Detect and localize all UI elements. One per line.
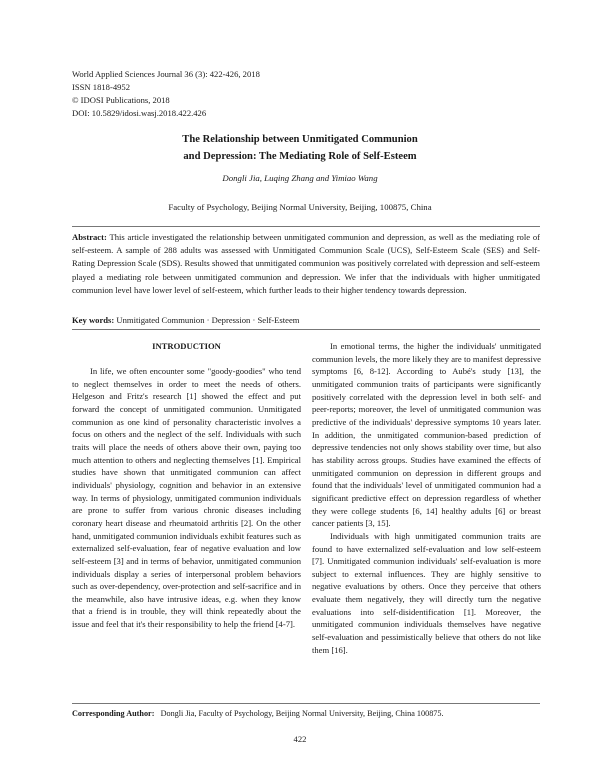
- title-line-1: The Relationship between Unmitigated Communion: [182, 134, 418, 145]
- keywords-label: Key words:: [72, 315, 115, 325]
- abstract: [72, 231, 540, 297]
- right-column: [312, 340, 541, 656]
- footnote-divider: [72, 703, 540, 704]
- issn: ISSN 1818-4952: [72, 82, 131, 92]
- affiliation: Faculty of Psychology, Beijing Normal University, Beijing, 100875, China: [168, 202, 432, 212]
- abstract-text: This article investigated the relationship between unmitigated communion and depression, as well as the mediating role of self-esteem. A sample of 288 adults was assessed with Unmitigated Communion Scale (UCS), Self-Esteem Scale (SES) and Self-Rating Depression Scale (SDS). Results showed that unmitigated communion was positively correlated with depression and self-esteem played a mediating role between unmitigated communion and depression. We infer that the individuals with higher unmitigated communion level have lower level of self-esteem, which further leads to their higher tendency towards depression.: [72, 232, 540, 295]
- journal-citation: World Applied Sciences Journal 36 (3): 422-426, 2018: [72, 69, 260, 79]
- corresponding-author: [72, 709, 444, 718]
- divider: [72, 226, 540, 227]
- paragraph: Individuals with high unmitigated communion traits are found to have externalized self-evaluation and low self-esteem [7]. Unmitigated communion individuals' self-evaluation is more subject to external influences. They are highly sensitive to negative evaluations by others. Once they perceive that others evaluate them negatively, they will directly turn the negative evaluations into self-disidentification [1]. Moreover, the unmitigated communion individuals themselves have negative self-evaluation and pessimistically believe that others do not like them [16].: [312, 530, 541, 655]
- section-heading: INTRODUCTION: [152, 341, 221, 351]
- authors: Dongli Jia, Luqing Zhang and Yimiao Wang: [222, 173, 378, 183]
- paragraph: In emotional terms, the higher the individuals' unmitigated communion levels, the more likely they are to manifest depressive symptoms [6, 8-12]. According to Aubé's study [13], the unmitigated communion traits of participants were significantly positively correlated with the depression level in both self- and peer-reports; moreover, the level of unmitigated communion was predictive of the individuals' depressive symptoms 10 years later. In addition, the unmitigated communion-based prediction of depressive tendencies not only shows stability over time, but also has stability across groups. Studies have examined the effects of unmitigated communion on depression in different groups and found that the individuals' level of unmitigated communion had a significant predictive effect on depression regardless of whether they were college students [6, 14] healthy adults [6] or breast cancer patients [3, 15].: [312, 341, 541, 529]
- abstract-label: Abstract:: [72, 232, 107, 242]
- keywords: [72, 315, 299, 325]
- divider: [72, 329, 540, 330]
- corresponding-author-text: Dongli Jia, Faculty of Psychology, Beijing Normal University, Beijing, China 100875.: [160, 709, 444, 718]
- corresponding-author-label: Corresponding Author:: [72, 709, 155, 718]
- journal-header: [72, 68, 260, 120]
- doi: DOI: 10.5829/idosi.wasj.2018.422.426: [72, 108, 207, 118]
- paper-title: [0, 131, 600, 165]
- page-number: 422: [293, 734, 307, 744]
- copyright: © IDOSI Publications, 2018: [72, 95, 170, 105]
- paragraph: In life, we often encounter some "goody-goodies" who tend to neglect themselves in order to meet the needs of others. Helgeson and Fritz's research [1] showed the effect and put forward the concept of unmitigated communion. Unmitigated communion as one kind of personality characteristic involves a focus on others and the neglect of the self. Individuals with such traits will place the needs of others above their own, paying too much attention to others and neglecting themselves [1]. Empirical studies have shown that unmitigated communion can affect individuals' physiology, cognition and behavior in an extensive way. In terms of physiology, unmitigated communion individuals are prone to suffer from various chronic diseases including coronary heart disease and rheumatoid arthritis [2]. On the other hand, unmitigated communion individuals exhibit features such as externalized self-evaluation, fear of negative evaluation and low self-esteem [3] and in terms of behavior, unmitigated communion individuals display a series of interpersonal problem behaviors such as over-dependency, over-protection and self-sacrifice and in the meanwhile, also have intrusive ideas, e.g. when they know that a friend is in trouble, they will think repeatedly about the issue and feel that it's their responsibility to help the friend [4-7].: [72, 366, 301, 630]
- keywords-text: Unmitigated Communion · Depression · Self-Esteem: [116, 315, 300, 325]
- left-column: [72, 365, 301, 631]
- title-line-2: and Depression: The Mediating Role of Self-Esteem: [183, 151, 417, 162]
